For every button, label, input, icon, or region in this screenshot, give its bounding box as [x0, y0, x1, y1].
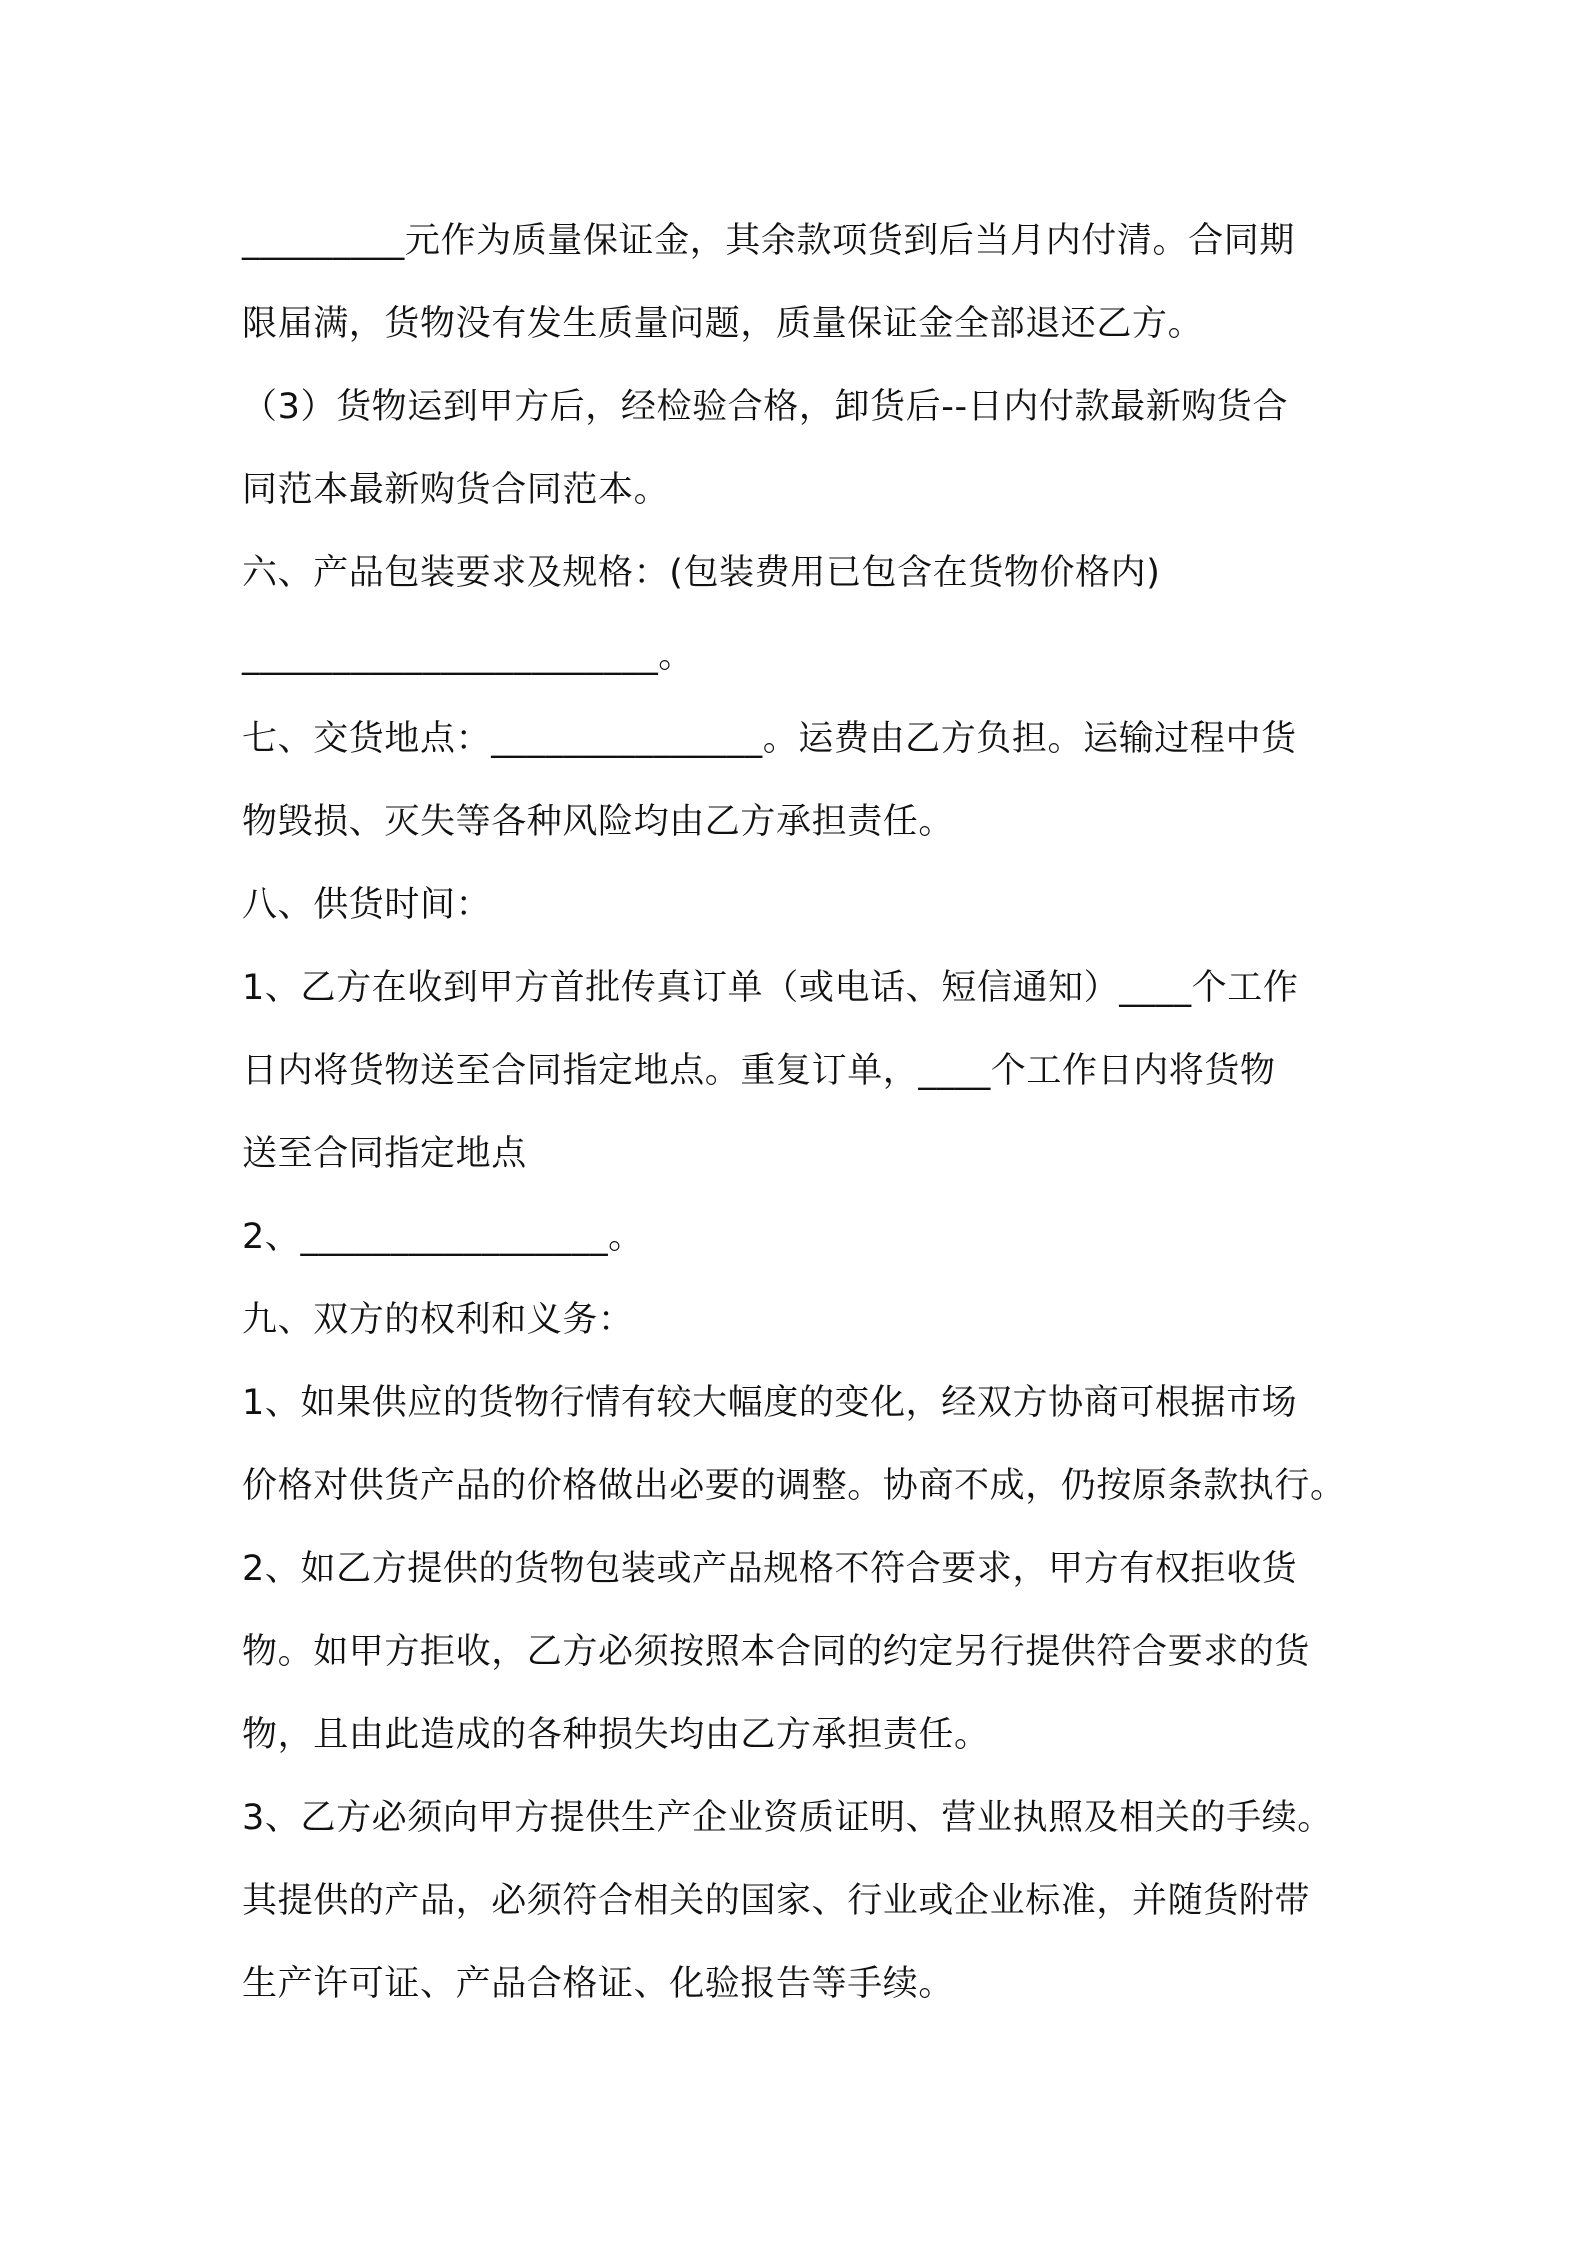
section-heading-8: 八、供货时间： [242, 885, 492, 925]
text-line: 物毁损、灭失等各种风险均由乙方承担责任。 [242, 802, 955, 842]
text-line: 物，且由此造成的各种损失均由乙方承担责任。 [242, 1715, 990, 1755]
text-line: _______________________。 [242, 636, 694, 676]
section-heading-9: 九、双方的权利和义务： [242, 1300, 634, 1340]
text-line: 限届满，货物没有发生质量问题，质量保证金全部退还乙方。 [242, 304, 1204, 344]
text-line: 1、乙方在收到甲方首批传真订单（或电话、短信通知）____个工作 [242, 968, 1299, 1008]
text-line: 3、乙方必须向甲方提供生产企业资质证明、营业执照及相关的手续。 [242, 1798, 1333, 1838]
text-line: 价格对供货产品的价格做出必要的调整。协商不成，仍按原条款执行。 [242, 1466, 1346, 1506]
text-line: 生产许可证、产品合格证、化验报告等手续。 [242, 1964, 955, 2004]
text-line: 2、_________________。 [242, 1217, 644, 1257]
text-line: 2、如乙方提供的货物包装或产品规格不符合要求，甲方有权拒收货 [242, 1549, 1298, 1589]
text-line: （3）货物运到甲方后，经检验合格，卸货后--日内付款最新购货合 [242, 387, 1289, 427]
text-line: 日内将货物送至合同指定地点。重复订单，____个工作日内将货物 [242, 1051, 1276, 1091]
section-heading-7: 七、交货地点：_______________。运费由乙方负担。运输过程中货 [242, 719, 1297, 759]
text-line: 送至合同指定地点 [242, 1134, 527, 1174]
section-heading-6: 六、产品包装要求及规格：(包装费用已包含在货物价格内) [242, 553, 1161, 593]
text-line: 1、如果供应的货物行情有较大幅度的变化，经双方协商可根据市场 [242, 1383, 1298, 1423]
document-body [242, 200, 1382, 2026]
text-line: 同范本最新购货合同范本。 [242, 470, 670, 510]
text-line: 其提供的产品，必须符合相关的国家、行业或企业标准，并随货附带 [242, 1881, 1311, 1921]
text-line: _________元作为质量保证金，其余款项货到后当月内付清。合同期 [242, 221, 1295, 261]
text-line: 物。如甲方拒收，乙方必须按照本合同的约定另行提供符合要求的货 [242, 1632, 1311, 1672]
